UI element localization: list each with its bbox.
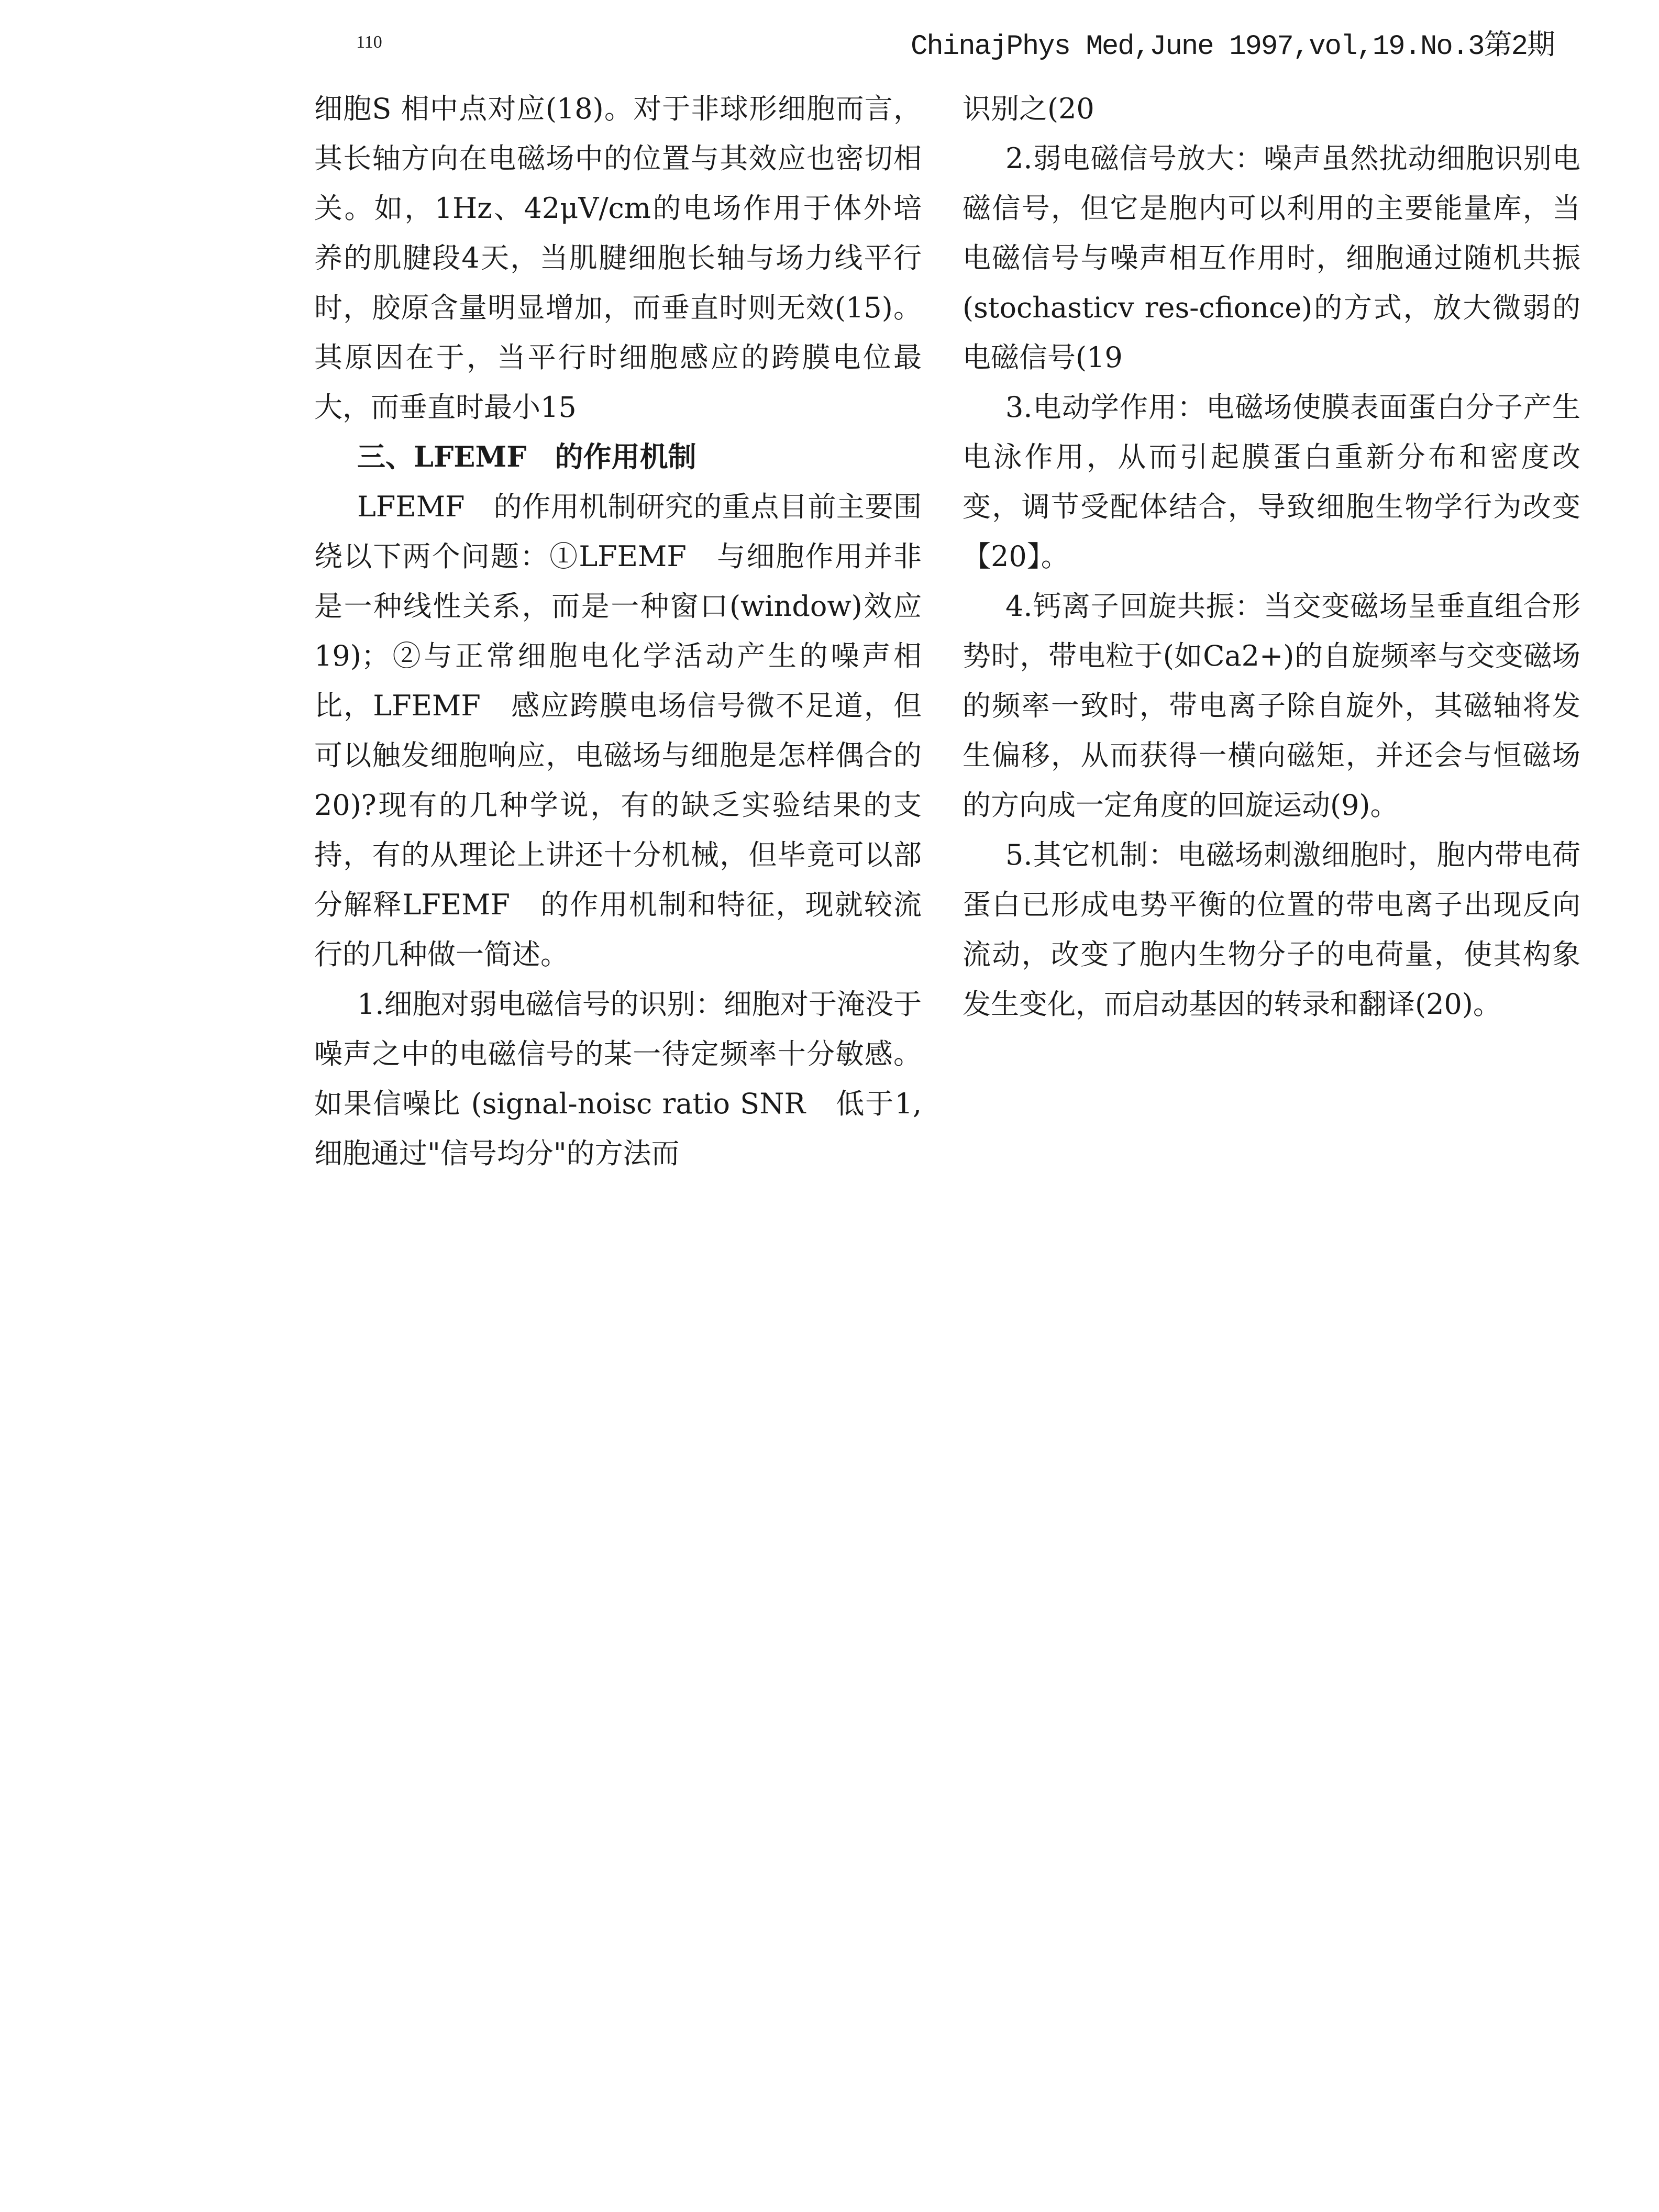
paragraph: 识别之(20	[963, 92, 1094, 125]
page-number: 110	[356, 32, 382, 52]
running-header: ChinajPhys Med,June 1997,vol,19.No.3第2期	[911, 31, 1554, 63]
section-heading: 三、LFEMF 的作用机制	[357, 440, 696, 473]
paragraph: LFEMF 的作用机制研究的重点目前主要围绕以下两个问题：①LFEMF 与细胞作用并非是一种线性关系，而是一种窗口(window)效应19)；②与正常细胞电化学活动产生的噪声相比，LFEMF 感应跨膜电场信号微不足道，但可以触发细胞响应，电磁场与细胞是怎样偶合的20)?现有的几种学说，有的缺乏实验结果的支持，有的从理论上讲还十分机械，但毕竟可以部分解释LFEMF 的作用机制和特征，现就较流行的几种做一简述。	[314, 490, 922, 971]
right-column	[963, 84, 1580, 1029]
paragraph: 5.其它机制：电磁场刺激细胞时，胞内带电荷蛋白已形成电势平衡的位置的带电离子出现反向流动，改变了胞内生物分子的电荷量，使其构象发生变化，而启动基因的转录和翻译(20)。	[963, 838, 1580, 1021]
left-column	[314, 84, 922, 1178]
paragraph: 3.电动学作用：电磁场使膜表面蛋白分子产生电泳作用，从而引起膜蛋白重新分布和密度改变，调节受配体结合，导致细胞生物学行为改变【20】。	[963, 391, 1580, 573]
paragraph: 4.钙离子回旋共振：当交变磁场呈垂直组合形势时，带电粒于(如Ca2+)的自旋频率与交变磁场的频率一致时，带电离子除自旋外，其磁轴将发生偏移，从而获得一横向磁矩，并还会与恒磁场的方向成一定角度的回旋运动(9)。	[963, 590, 1580, 822]
paragraph: 1.细胞对弱电磁信号的识别：细胞对于淹没于噪声之中的电磁信号的某一待定频率十分敏感。如果信噪比 (signal-noisc ratio SNR 低于1,细胞通过"信号均分"的方法而	[314, 988, 922, 1170]
paragraph: 2.弱电磁信号放大：噪声虽然扰动细胞识别电磁信号，但它是胞内可以利用的主要能量库，当电磁信号与噪声相互作用时，细胞通过随机共振(stochasticv res-cfionce)的方式，放大微弱的电磁信号(19	[963, 142, 1580, 374]
paragraph: 细胞S 相中点对应(18)。对于非球形细胞而言，其长轴方向在电磁场中的位置与其效应也密切相关。如，1Hz、42μV/cm的电场作用于体外培养的肌腱段4天，当肌腱细胞长轴与场力线平行时，胶原含量明显增加，而垂直时则无效(15)。其原因在于，当平行时细胞感应的跨膜电位最大，而垂直时最小15	[314, 92, 922, 424]
